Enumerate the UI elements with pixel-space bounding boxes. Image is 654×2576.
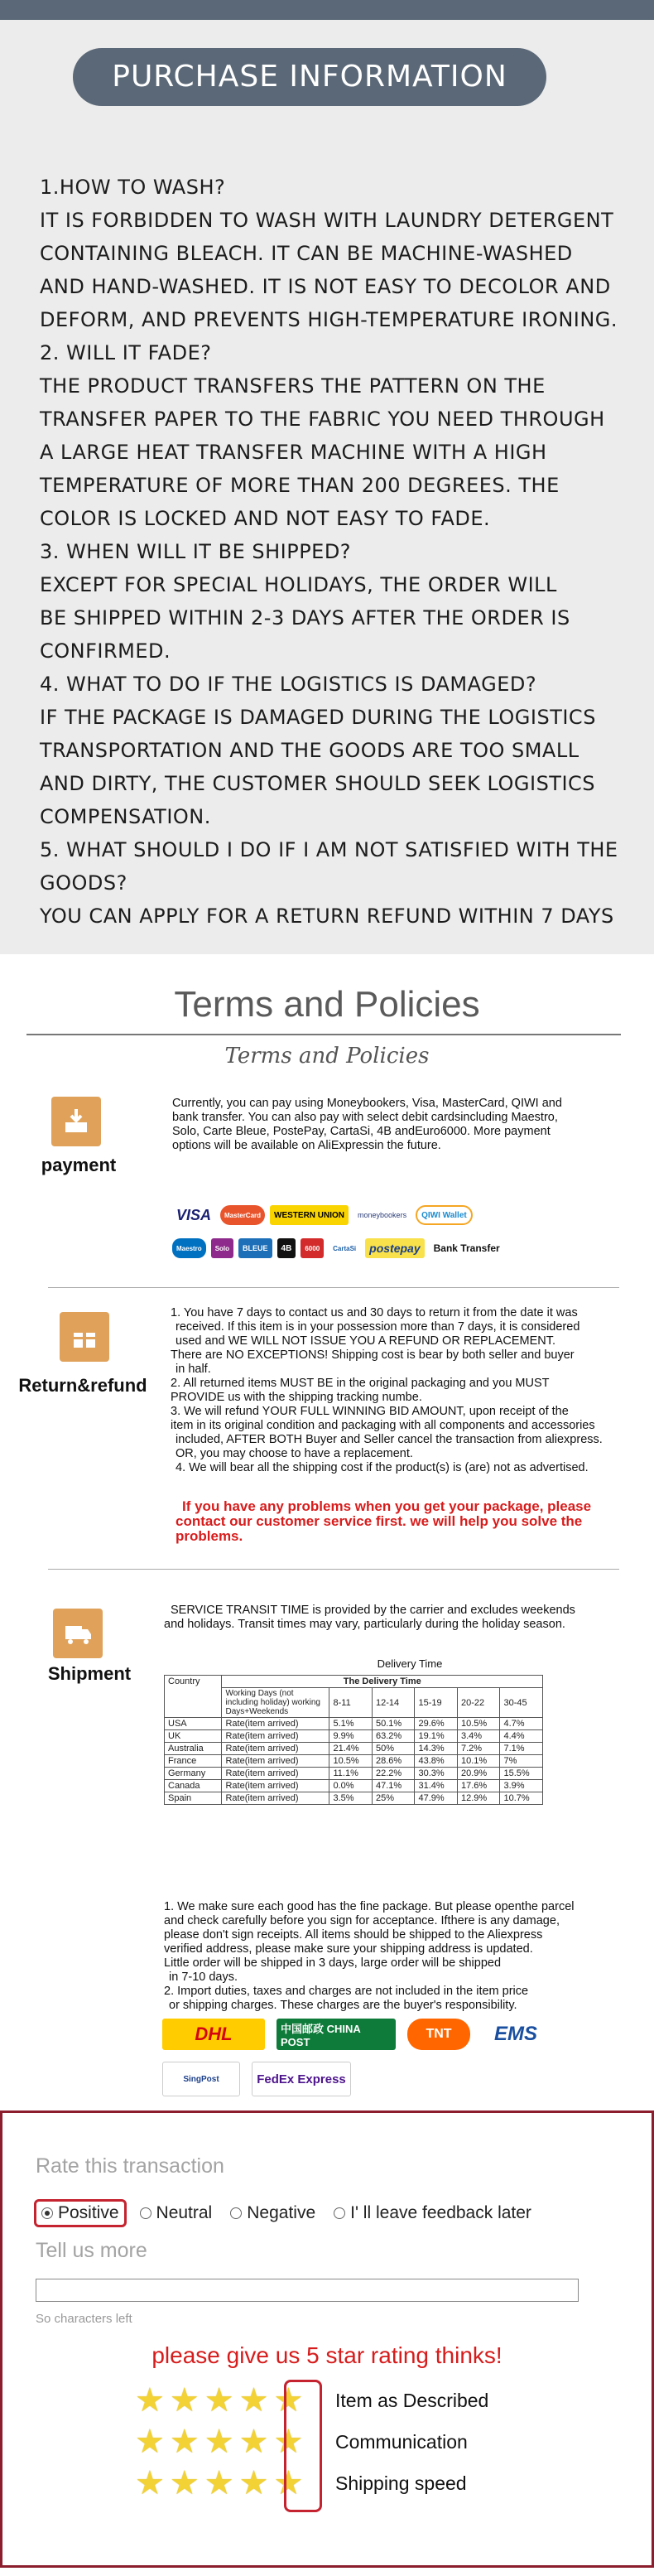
section-divider [48, 1287, 619, 1288]
purchase-line: AND DIRTY, THE CUSTOMER SHOULD SEEK LOGISTICS [40, 772, 596, 795]
radio-negative[interactable] [230, 2203, 315, 2223]
shipment-note-line: verified address, please make sure your shipping address is updated. [164, 1942, 533, 1956]
table-cell: 11.1% [329, 1768, 373, 1780]
last-star-highlight [284, 2380, 322, 2512]
table-cell: 4.7% [500, 1718, 543, 1730]
payment-logos [172, 1203, 528, 1269]
radio-icon[interactable] [140, 2207, 151, 2219]
purchase-line: TRANSPORTATION AND THE GOODS ARE TOO SMALL [40, 739, 579, 762]
star-rating-rows [135, 2380, 488, 2504]
purchase-line: 5. WHAT SHOULD I DO IF I AM NOT SATISFIED WITH THE [40, 838, 618, 861]
euro6000-logo: 6000 [301, 1238, 324, 1258]
table-row [165, 1780, 543, 1792]
contact-warning [176, 1499, 639, 1544]
payment-line: options will be available on AliExpressin the future. [172, 1139, 441, 1152]
table-cell: 31.4% [415, 1780, 458, 1792]
table-cell: 50% [372, 1743, 415, 1755]
purchase-title: PURCHASE INFORMATION [73, 48, 546, 106]
gift-box-icon [60, 1312, 109, 1362]
terms-title: Terms and Policies [174, 984, 480, 1025]
rate-transaction-heading: Rate this transaction [36, 2154, 224, 2178]
radio-selected-icon[interactable] [41, 2207, 53, 2219]
return-line: included, AFTER BOTH Buyer and Seller cancel the transaction from aliexpress. [176, 1433, 603, 1446]
table-cell: 47.1% [372, 1780, 415, 1792]
return-line: received. If this item is in your possession more than 7 days, it is considered [176, 1320, 580, 1334]
radio-label: I' ll leave feedback later [350, 2203, 531, 2222]
purchase-line: 2. WILL IT FADE? [40, 341, 212, 364]
table-row [165, 1792, 543, 1805]
4b-logo: 4B [277, 1238, 296, 1258]
shipment-note-line: Little order will be shipped in 3 days, large order will be shipped [164, 1956, 502, 1970]
table-cell: 7.1% [500, 1743, 543, 1755]
table-cell: 10.7% [500, 1792, 543, 1805]
table-cell: Rate(item arrived) [222, 1743, 329, 1755]
purchase-line: CONTAINING BLEACH. IT CAN BE MACHINE-WASHED [40, 242, 573, 265]
shipment-intro-line: SERVICE TRANSIT TIME is provided by the carrier and excludes weekends [171, 1604, 575, 1617]
star-icon[interactable]: ★ [169, 2424, 200, 2460]
star-icon[interactable]: ★ [135, 2382, 165, 2419]
star-icon[interactable]: ★ [204, 2424, 234, 2460]
table-cell: France [165, 1755, 222, 1768]
purchase-line: TRANSFER PAPER TO THE FABRIC YOU NEED THROUGH [40, 408, 605, 431]
table-cell: Rate(item arrived) [222, 1768, 329, 1780]
star-icon[interactable]: ★ [169, 2382, 200, 2419]
star-icon[interactable]: ★ [273, 2382, 304, 2419]
radio-positive[interactable] [34, 2199, 127, 2227]
table-cell: 22.2% [372, 1768, 415, 1780]
table-col-header: 15-19 [415, 1688, 458, 1718]
purchase-line: COLOR IS LOCKED AND NOT EASY TO FADE. [40, 507, 491, 530]
table-header-group: The Delivery Time [222, 1676, 543, 1688]
shipment-label: Shipment [47, 1663, 132, 1684]
table-cell: 25% [372, 1792, 415, 1805]
purchase-line: 4. WHAT TO DO IF THE LOGISTICS IS DAMAGED? [40, 673, 537, 696]
ems-logo: EMS [493, 2023, 537, 2045]
warning-line: If you have any problems when you get your package, please [182, 1498, 592, 1514]
purchase-body [40, 171, 636, 933]
radio-icon[interactable] [230, 2207, 242, 2219]
purchase-line: THE PRODUCT TRANSFERS THE PATTERN ON THE [40, 374, 546, 398]
table-cell: 10.5% [329, 1755, 373, 1768]
star-icon[interactable]: ★ [135, 2424, 165, 2460]
payment-icon [51, 1097, 101, 1146]
table-row [165, 1730, 543, 1743]
return-refund-label: Return&refund [18, 1375, 147, 1396]
moneybookers-logo: moneybookers [358, 1211, 407, 1219]
characters-left-text: So characters left [36, 2312, 132, 2326]
table-cell: 14.3% [415, 1743, 458, 1755]
table-cell: 50.1% [372, 1718, 415, 1730]
shipment-truck-icon [53, 1609, 103, 1658]
rating-label: Shipping speed [335, 2472, 467, 2494]
purchase-line: IF THE PACKAGE IS DAMAGED DURING THE LOGISTICS [40, 706, 596, 729]
table-cell: Rate(item arrived) [222, 1780, 329, 1792]
payment-line: bank transfer. You can also pay with select debit cardsincluding Maestro, [172, 1111, 558, 1124]
table-cell: Rate(item arrived) [222, 1755, 329, 1768]
return-line: There are NO EXCEPTIONS! Shipping cost is bear by both seller and buyer [171, 1348, 575, 1362]
shipment-intro-line: and holidays. Transit times may vary, particularly during the holiday season. [164, 1618, 565, 1631]
terms-script-title: Terms and Policies [224, 1044, 430, 1069]
star-icon[interactable]: ★ [135, 2465, 165, 2501]
warning-line: problems. [176, 1528, 243, 1544]
table-cell: 3.9% [500, 1780, 543, 1792]
return-line: 3. We will refund YOUR FULL WINNING BID AMOUNT, upon receipt of the [171, 1405, 569, 1418]
carte-bleue-logo: BLEUE [238, 1238, 272, 1258]
table-cell: 12.9% [457, 1792, 500, 1805]
table-cell: Rate(item arrived) [222, 1718, 329, 1730]
table-cell: Australia [165, 1743, 222, 1755]
shipment-note-line: and check carefully before you sign for acceptance. Ifthere is any damage, [164, 1914, 560, 1927]
rating-label: Communication [335, 2430, 468, 2453]
visa-logo: VISA [176, 1206, 212, 1223]
table-col-header: 8-11 [329, 1688, 373, 1718]
tell-us-more-heading: Tell us more [36, 2239, 147, 2262]
table-row [165, 1718, 543, 1730]
radio-label: Neutral [156, 2203, 213, 2222]
table-cell: 4.4% [500, 1730, 543, 1743]
fedex-logo: FedEx Express [252, 2062, 351, 2096]
payment-line: Currently, you can pay using Moneybookers, Visa, MasterCard, QIWI and [172, 1097, 562, 1110]
payment-line: Solo, Carte Bleue, PostePay, CartaSi, 4B andEuro6000. More payment [172, 1125, 551, 1138]
table-cell: 0.0% [329, 1780, 373, 1792]
purchase-line: GOODS? [40, 871, 127, 895]
star-icon[interactable]: ★ [238, 2382, 269, 2419]
table-cell: Rate(item arrived) [222, 1792, 329, 1805]
star-icon[interactable]: ★ [204, 2382, 234, 2419]
solo-logo: Solo [211, 1238, 233, 1258]
return-line: PROVIDE us with the shipping tracking numbe. [171, 1391, 422, 1404]
table-cell: UK [165, 1730, 222, 1743]
table-row [165, 1755, 543, 1768]
tnt-logo: TNT [407, 2019, 470, 2050]
table-header-working-days: Working Days (not including holiday) working Days+Weekends [222, 1688, 329, 1718]
table-cell: 9.9% [329, 1730, 373, 1743]
radio-label: Negative [247, 2203, 316, 2222]
china-post-logo: 中国邮政 CHINA POST [277, 2019, 396, 2050]
shipment-intro [164, 1604, 628, 1632]
star-icon[interactable]: ★ [204, 2465, 234, 2501]
table-cell: 29.6% [415, 1718, 458, 1730]
rating-options [34, 2199, 550, 2227]
payment-text [172, 1097, 619, 1153]
star-icon[interactable]: ★ [273, 2465, 304, 2501]
section-divider [48, 1569, 619, 1570]
return-line: 2. All returned items MUST BE in the original packaging and you MUST [171, 1377, 550, 1390]
purchase-information-section [0, 20, 654, 954]
table-col-header: 12-14 [372, 1688, 415, 1718]
table-cell: 30.3% [415, 1768, 458, 1780]
shipment-note-line: or shipping charges. These charges are the buyer's responsibility. [169, 1999, 517, 2012]
mastercard-logo: MasterCard [220, 1205, 265, 1225]
feedback-panel [0, 2110, 654, 2568]
table-cell: 17.6% [457, 1780, 500, 1792]
table-cell: 10.5% [457, 1718, 500, 1730]
star-icon[interactable]: ★ [273, 2424, 304, 2460]
delivery-time-table [164, 1675, 543, 1805]
table-cell: 5.1% [329, 1718, 373, 1730]
table-cell: 10.1% [457, 1755, 500, 1768]
table-cell: 19.1% [415, 1730, 458, 1743]
radio-later[interactable] [334, 2203, 531, 2223]
table-cell: Canada [165, 1780, 222, 1792]
table-cell: Rate(item arrived) [222, 1730, 329, 1743]
feedback-text-input[interactable] [36, 2279, 579, 2302]
table-cell: 20.9% [457, 1768, 500, 1780]
purchase-line: 1.HOW TO WASH? [40, 176, 226, 199]
purchase-line: TEMPERATURE OF MORE THAN 200 DEGREES. THE [40, 474, 560, 497]
purchase-line: COMPENSATION. [40, 805, 211, 828]
carrier-logos [162, 2016, 551, 2101]
radio-label: Positive [58, 2203, 119, 2222]
table-cell: 21.4% [329, 1743, 373, 1755]
dhl-logo: DHL [162, 2019, 265, 2050]
return-line: OR, you may choose to have a replacement. [176, 1447, 413, 1460]
return-line: used and WE WILL NOT ISSUE YOU A REFUND OR REPLACEMENT. [176, 1334, 556, 1348]
purchase-line: AND HAND-WASHED. IT IS NOT EASY TO DECOLOR AND [40, 275, 611, 298]
purchase-line: BE SHIPPED WITHIN 2-3 DAYS AFTER THE ORDER IS [40, 606, 570, 630]
return-line: in half. [176, 1363, 211, 1376]
table-cell: 43.8% [415, 1755, 458, 1768]
rating-label: Item as Described [335, 2389, 489, 2411]
table-cell: USA [165, 1718, 222, 1730]
table-cell: 3.5% [329, 1792, 373, 1805]
shipment-note-line: please don't sign receipts. All items should be shipped to the Aliexpress [164, 1928, 543, 1942]
table-cell: 15.5% [500, 1768, 543, 1780]
table-col-header: 30-45 [500, 1688, 543, 1718]
return-line: item in its original condition and packaging with all components and accessories [171, 1419, 595, 1432]
star-icon[interactable]: ★ [238, 2424, 269, 2460]
table-cell: 47.9% [415, 1792, 458, 1805]
qiwi-logo: QIWI Wallet [416, 1205, 473, 1225]
maestro-logo: Maestro [172, 1238, 206, 1258]
table-cell: 28.6% [372, 1755, 415, 1768]
return-line: 4. We will bear all the shipping cost if the product(s) is (are) not as advertised. [176, 1461, 589, 1474]
table-cell: 7% [500, 1755, 543, 1768]
star-icon[interactable]: ★ [238, 2465, 269, 2501]
table-cell: 63.2% [372, 1730, 415, 1743]
table-cell: Spain [165, 1792, 222, 1805]
western-union-logo: WESTERN UNION [270, 1205, 349, 1225]
table-cell: 7.2% [457, 1743, 500, 1755]
warning-line: contact our customer service first. we will help you solve the [176, 1513, 583, 1529]
star-icon[interactable]: ★ [169, 2465, 200, 2501]
table-header-country: Country [165, 1676, 222, 1718]
shipment-note-line: 2. Import duties, taxes and charges are not included in the item price [164, 1985, 529, 1998]
table-cell: Germany [165, 1768, 222, 1780]
top-strip [0, 0, 654, 20]
purchase-line: 3. WHEN WILL IT BE SHIPPED? [40, 540, 352, 563]
table-row [165, 1768, 543, 1780]
five-star-promo-text: please give us 5 star rating thinks! [151, 2342, 503, 2368]
table-col-header: 20-22 [457, 1688, 500, 1718]
table-row [165, 1743, 543, 1755]
return-line: 1. You have 7 days to contact us and 30 days to return it from the date it was [171, 1306, 578, 1319]
postepay-logo: postepay [365, 1238, 424, 1258]
singpost-logo: SingPost [162, 2062, 240, 2096]
radio-icon[interactable] [334, 2207, 345, 2219]
purchase-line: CONFIRMED. [40, 639, 171, 663]
bank-transfer-logo: Bank Transfer [433, 1242, 500, 1254]
purchase-line: IT IS FORBIDDEN TO WASH WITH LAUNDRY DETERGENT [40, 209, 614, 232]
return-refund-text [171, 1306, 634, 1475]
purchase-line: DEFORM, AND PREVENTS HIGH-TEMPERATURE IRONING. [40, 308, 618, 331]
purchase-line: A LARGE HEAT TRANSFER MACHINE WITH A HIGH [40, 441, 547, 464]
payment-label: payment [41, 1155, 117, 1175]
cartasi-logo: CartaSi [333, 1244, 357, 1252]
terms-section [0, 954, 654, 2106]
shipment-notes [164, 1900, 628, 2013]
purchase-line: EXCEPT FOR SPECIAL HOLIDAYS, THE ORDER WILL [40, 573, 557, 596]
delivery-table-caption: Delivery Time [377, 1657, 443, 1670]
shipment-note-line: in 7-10 days. [169, 1971, 238, 1984]
shipment-note-line: 1. We make sure each good has the fine package. But please openthe parcel [164, 1900, 575, 1913]
terms-divider [26, 1034, 621, 1035]
purchase-line: YOU CAN APPLY FOR A RETURN REFUND WITHIN 7 DAYS [40, 904, 614, 928]
table-cell: 3.4% [457, 1730, 500, 1743]
radio-neutral[interactable] [140, 2203, 213, 2223]
